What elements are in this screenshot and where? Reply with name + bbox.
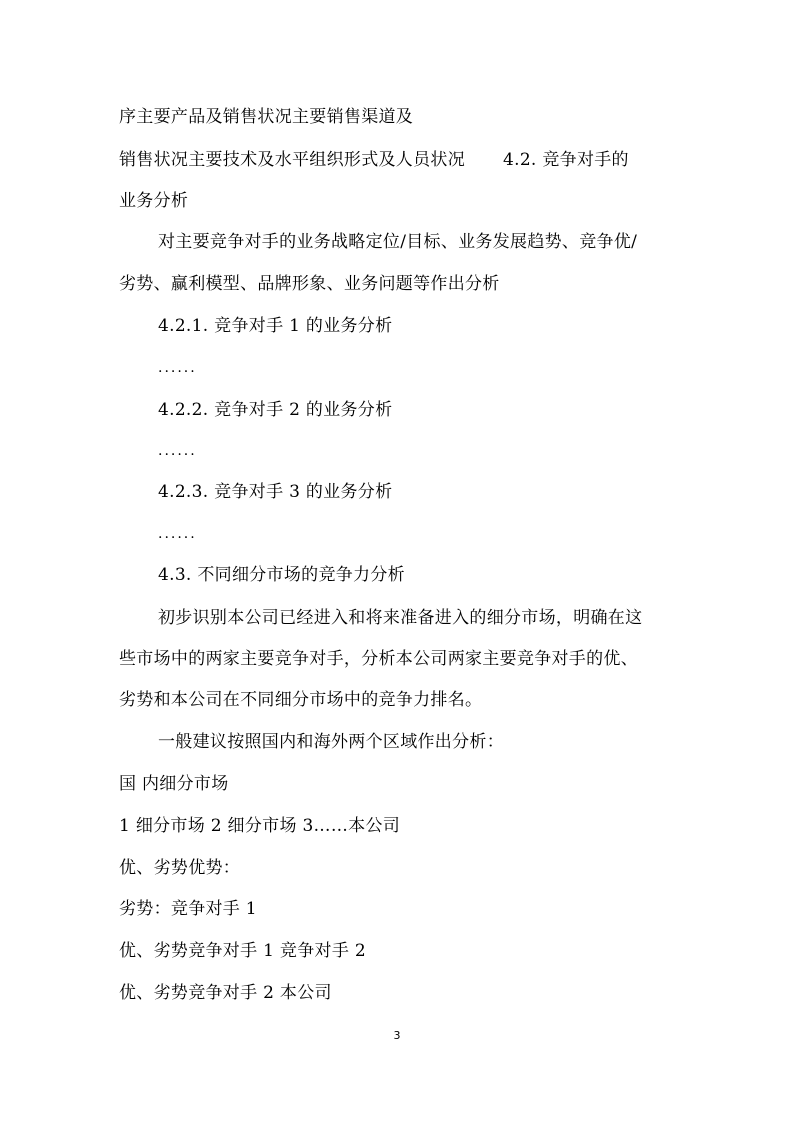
paragraph-line: 劣势和本公司在不同细分市场中的竞争力排名。 [119, 690, 483, 710]
ellipsis-line: ...... [158, 443, 197, 459]
subsection-heading: 4.2.2. 竞争对手 2 的业务分析 [158, 400, 393, 420]
page-number: 3 [393, 1029, 401, 1042]
section-heading-4-2: 4.2. 竞争对手的 [503, 150, 629, 170]
text-line: 国 内细分市场 [119, 774, 229, 794]
ellipsis-line: ...... [158, 360, 197, 376]
text-line: 优、劣势优势： [119, 858, 241, 878]
paragraph-line: 劣势、赢利模型、品牌形象、业务问题等作出分析 [119, 274, 500, 294]
paragraph-line: 初步识别本公司已经进入和将来准备进入的细分市场，明确在这 [158, 608, 643, 628]
subsection-heading: 4.2.3. 竞争对手 3 的业务分析 [158, 482, 393, 502]
paragraph-line: 对主要竞争对手的业务战略定位/目标、业务发展趋势、竞争优/ [158, 232, 638, 252]
ellipsis-line: ...... [158, 526, 197, 542]
section-heading-continuation: 业务分析 [119, 191, 189, 211]
paragraph-line: 一般建议按照国内和海外两个区域作出分析： [158, 732, 504, 752]
text-line: 1 细分市场 2 细分市场 3……本公司 [119, 816, 401, 836]
text-line: 劣势：竞争对手 1 [119, 899, 257, 919]
text-line: 优、劣势竞争对手 1 竞争对手 2 [119, 941, 366, 961]
section-heading-4-3: 4.3. 不同细分市场的竞争力分析 [158, 565, 405, 585]
text-line-with-heading [119, 150, 629, 170]
text-line: 优、劣势竞争对手 2 本公司 [119, 983, 332, 1003]
text-line: 序主要产品及销售状况主要销售渠道及 [119, 107, 414, 127]
text-line: 销售状况主要技术及水平组织形式及人员状况 [119, 150, 465, 170]
subsection-heading: 4.2.1. 竞争对手 1 的业务分析 [158, 316, 393, 336]
paragraph-line: 些市场中的两家主要竞争对手，分析本公司两家主要竞争对手的优、 [119, 649, 638, 669]
